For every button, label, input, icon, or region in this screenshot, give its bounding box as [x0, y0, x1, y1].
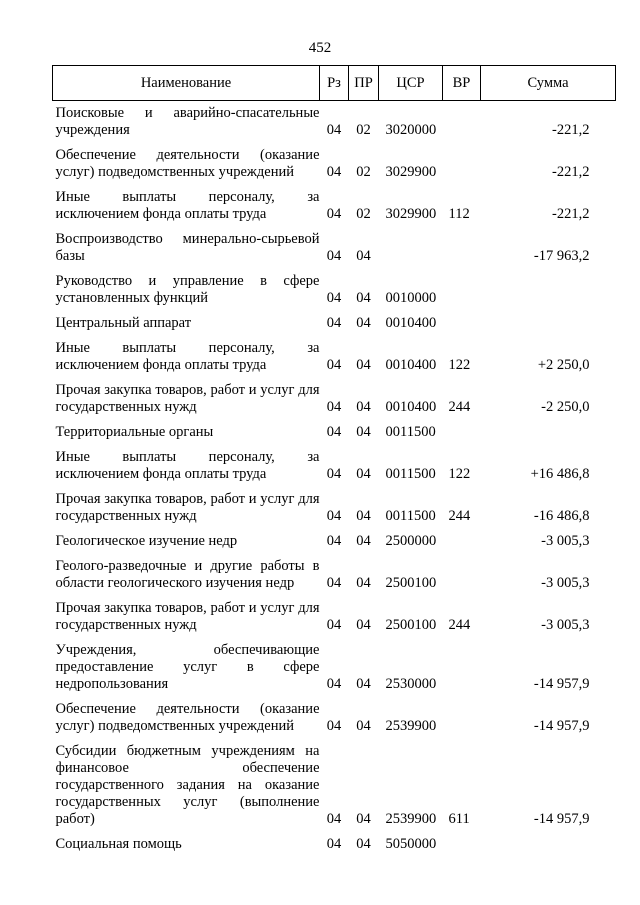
cell-vr	[443, 101, 481, 144]
cell-pr: 04	[356, 617, 371, 633]
cell-sum	[481, 420, 616, 445]
table-body	[53, 101, 616, 858]
header-rz: Рз	[320, 66, 349, 101]
cell-pr: 04	[356, 533, 371, 549]
table-row	[53, 487, 616, 529]
cell-pr: 04	[356, 399, 371, 415]
cell-vr	[443, 269, 481, 311]
cell-name: Иные выплаты персоналу, за исключением фонда оплаты труда	[55, 340, 320, 373]
table-header	[53, 66, 616, 101]
cell-name: Субсидии бюджетным учреждениям на финансовое обеспечение государственного задания на оказание государственных услуг (выполнение работ)	[55, 743, 320, 827]
cell-pr: 04	[356, 575, 371, 591]
cell-rz: 04	[326, 508, 342, 524]
cell-name: Геолого-разведочные и другие работы в области геологического изучения недр	[55, 558, 320, 591]
cell-pr: 04	[356, 290, 371, 306]
cell-rz: 04	[326, 357, 342, 373]
cell-name: Прочая закупка товаров, работ и услуг для государственных нужд	[55, 382, 320, 415]
cell-rz: 04	[326, 206, 342, 222]
table-row	[53, 420, 616, 445]
cell-name: Геологическое изучение недр	[55, 533, 238, 549]
header-sum: Сумма	[481, 66, 616, 101]
cell-pr: 04	[356, 676, 371, 692]
cell-rz: 04	[326, 811, 342, 827]
cell-csr: 0010400	[385, 315, 437, 331]
cell-sum: -3 005,3	[541, 575, 590, 591]
cell-vr	[443, 311, 481, 336]
cell-name: Иные выплаты персоналу, за исключением фонда оплаты труда	[55, 449, 320, 482]
cell-vr: 122	[448, 357, 471, 373]
table-row	[53, 101, 616, 144]
table-row	[53, 445, 616, 487]
cell-vr	[443, 638, 481, 697]
cell-name: Территориальные органы	[55, 424, 214, 440]
cell-pr: 04	[356, 718, 371, 734]
header-csr: ЦСР	[379, 66, 443, 101]
cell-name: Прочая закупка товаров, работ и услуг для государственных нужд	[55, 600, 320, 633]
table-row	[53, 336, 616, 378]
cell-vr: 611	[448, 811, 470, 827]
cell-name: Руководство и управление в сфере установленных функций	[55, 273, 320, 306]
cell-name: Прочая закупка товаров, работ и услуг для государственных нужд	[55, 491, 320, 524]
cell-vr	[443, 832, 481, 857]
cell-rz: 04	[326, 122, 342, 138]
cell-pr: 02	[356, 206, 371, 222]
cell-csr: 2500100	[385, 617, 437, 633]
table-row	[53, 378, 616, 420]
cell-rz: 04	[326, 676, 342, 692]
cell-vr: 244	[448, 399, 471, 415]
cell-rz: 04	[326, 617, 342, 633]
table-row	[53, 697, 616, 739]
cell-pr: 04	[356, 315, 371, 331]
header-pr: ПР	[349, 66, 379, 101]
cell-sum: -221,2	[552, 164, 590, 180]
table-row	[53, 529, 616, 554]
table-row	[53, 832, 616, 857]
cell-csr: 3020000	[385, 122, 437, 138]
cell-sum: -3 005,3	[541, 533, 590, 549]
cell-rz: 04	[326, 466, 342, 482]
cell-csr: 2539900	[385, 811, 437, 827]
cell-sum	[481, 832, 616, 857]
cell-csr: 3029900	[385, 206, 437, 222]
cell-csr: 0010400	[385, 399, 437, 415]
cell-pr: 04	[356, 248, 371, 264]
cell-vr: 122	[448, 466, 471, 482]
cell-sum: -3 005,3	[541, 617, 590, 633]
table-row	[53, 739, 616, 832]
table-row	[53, 185, 616, 227]
cell-name: Учреждения, обеспечивающие предоставление услуг в сфере недропользования	[55, 642, 320, 692]
header-vr: ВР	[443, 66, 481, 101]
cell-rz: 04	[326, 315, 342, 331]
table-row	[53, 143, 616, 185]
cell-csr: 0011500	[385, 424, 436, 440]
cell-pr: 04	[356, 811, 371, 827]
cell-rz: 04	[326, 718, 342, 734]
cell-name: Обеспечение деятельности (оказание услуг) подведомственных учреждений	[55, 147, 320, 180]
table-row	[53, 311, 616, 336]
cell-csr: 2500100	[385, 575, 437, 591]
cell-csr: 5050000	[385, 836, 437, 852]
cell-vr: 112	[448, 206, 470, 222]
cell-csr: 3029900	[385, 164, 437, 180]
cell-name: Социальная помощь	[55, 836, 182, 852]
table-row	[53, 554, 616, 596]
cell-name: Поисковые и аварийно-спасательные учреждения	[55, 105, 320, 138]
cell-sum: -221,2	[552, 206, 590, 222]
cell-sum: -221,2	[552, 122, 590, 138]
cell-pr: 02	[356, 164, 371, 180]
cell-rz: 04	[326, 575, 342, 591]
cell-csr: 0010000	[385, 290, 437, 306]
cell-pr: 04	[356, 424, 371, 440]
table-row	[53, 596, 616, 638]
cell-sum: -17 963,2	[533, 248, 590, 264]
cell-sum	[481, 311, 616, 336]
cell-sum: -14 957,9	[533, 676, 590, 692]
cell-vr	[443, 529, 481, 554]
cell-rz: 04	[326, 533, 342, 549]
cell-pr: 04	[356, 357, 371, 373]
cell-csr: 0010400	[385, 357, 437, 373]
cell-pr: 04	[356, 508, 371, 524]
cell-pr: 02	[356, 122, 371, 138]
cell-vr	[443, 697, 481, 739]
cell-vr: 244	[448, 508, 471, 524]
cell-name: Иные выплаты персоналу, за исключением фонда оплаты труда	[55, 189, 320, 222]
table-row	[53, 227, 616, 269]
cell-rz: 04	[326, 836, 342, 852]
cell-sum: -2 250,0	[541, 399, 590, 415]
cell-csr: 0011500	[385, 508, 436, 524]
cell-csr: 0011500	[385, 466, 436, 482]
cell-csr	[379, 227, 443, 269]
cell-vr: 244	[448, 617, 471, 633]
cell-sum: +16 486,8	[530, 466, 590, 482]
cell-pr: 04	[356, 466, 371, 482]
cell-rz: 04	[326, 290, 342, 306]
cell-name: Воспроизводство минерально-сырьевой базы	[55, 231, 320, 264]
table-row	[53, 638, 616, 697]
table-row	[53, 269, 616, 311]
cell-csr: 2530000	[385, 676, 437, 692]
cell-sum: -16 486,8	[533, 508, 590, 524]
cell-csr: 2539900	[385, 718, 437, 734]
cell-vr	[443, 143, 481, 185]
cell-rz: 04	[326, 424, 342, 440]
cell-sum: +2 250,0	[537, 357, 590, 373]
header-name: Наименование	[53, 66, 320, 101]
budget-table	[52, 65, 616, 857]
cell-vr	[443, 420, 481, 445]
cell-sum: -14 957,9	[533, 718, 590, 734]
cell-sum: -14 957,9	[533, 811, 590, 827]
cell-csr: 2500000	[385, 533, 437, 549]
cell-rz: 04	[326, 164, 342, 180]
cell-vr	[443, 554, 481, 596]
cell-rz: 04	[326, 248, 342, 264]
cell-sum	[481, 269, 616, 311]
cell-name: Центральный аппарат	[55, 315, 192, 331]
cell-name: Обеспечение деятельности (оказание услуг) подведомственных учреждений	[55, 701, 320, 734]
cell-vr	[443, 227, 481, 269]
page-number: 452	[308, 40, 332, 56]
cell-pr: 04	[356, 836, 371, 852]
cell-rz: 04	[326, 399, 342, 415]
